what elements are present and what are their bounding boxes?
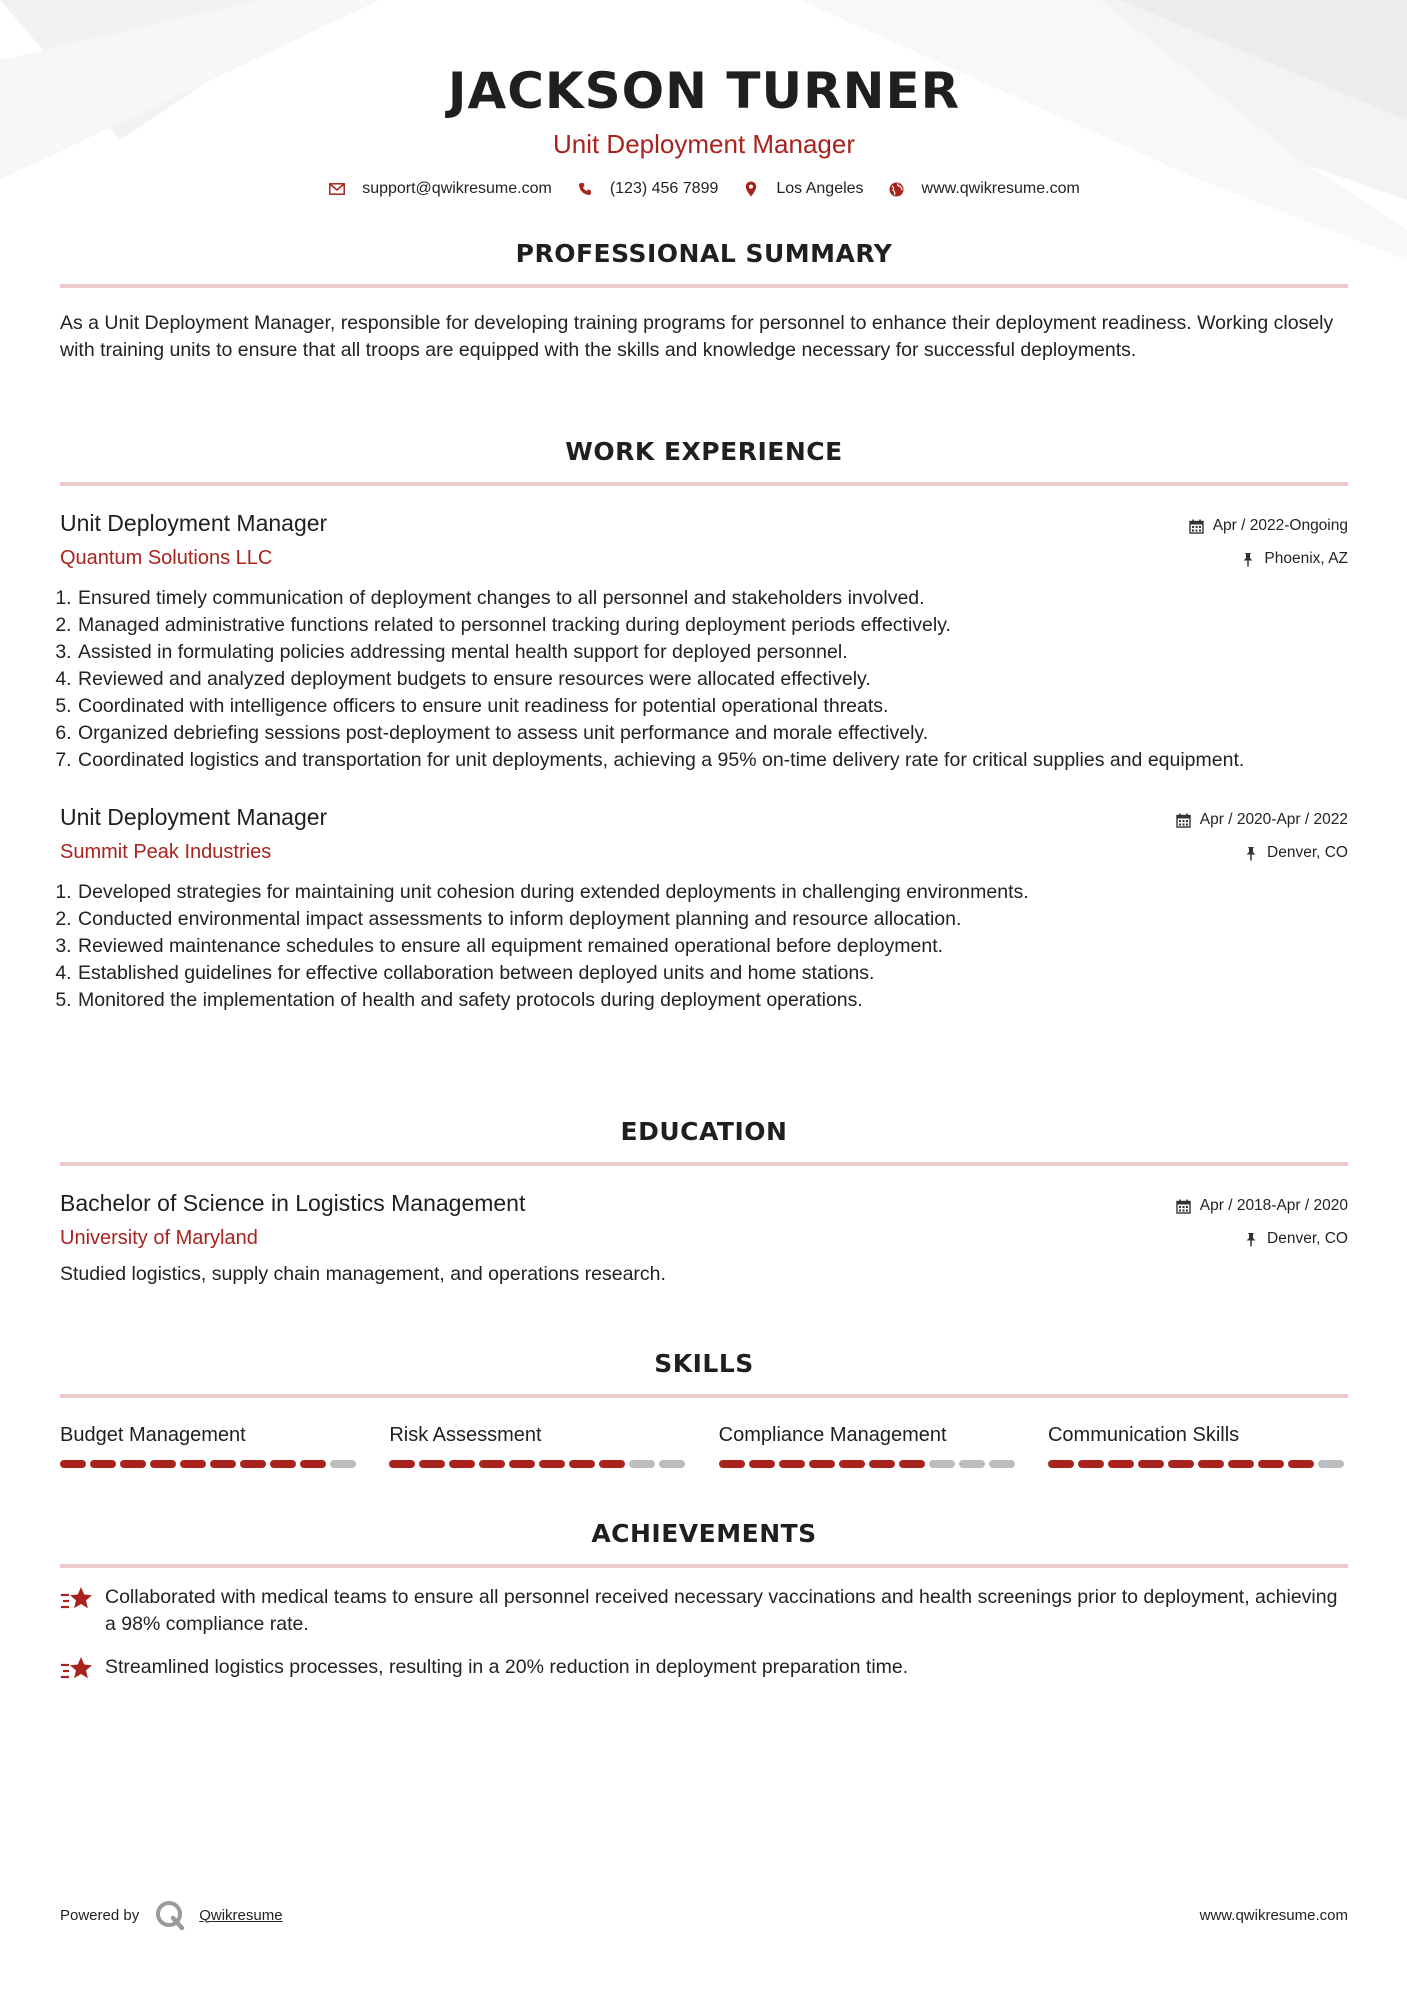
list-item: 4. Established guidelines for effective collaboration between deployed units and home stations. [77,960,1348,987]
skill-dot-filled [1168,1460,1194,1468]
job-company: Quantum Solutions LLC [60,547,273,569]
contact-website[interactable] [888,180,1080,198]
skill-dot-filled [779,1460,805,1468]
skill-item [719,1422,1019,1468]
skill-level-meter [1048,1460,1348,1468]
list-item: 5. Coordinated with intelligence officers to ensure unit readiness for potential operational threats. [77,693,1348,720]
pushpin-icon [1243,1231,1259,1247]
job-entry [60,802,1348,1014]
skill-name: Risk Assessment [389,1424,542,1446]
experience-section [60,436,1348,1014]
skill-dot-filled [749,1460,775,1468]
skill-dot-filled [150,1460,176,1468]
achievements-section [60,1518,1348,1684]
skill-dot-empty [989,1460,1015,1468]
summary-text: As a Unit Deployment Manager, responsible for developing training programs for personnel to enhance their deployment readiness. Working closely with training units to ensure that all troops are equipped with the skills and knowledge necessary for successful deployments. [60,312,1334,361]
envelope-icon [328,180,346,198]
skill-dot-filled [1258,1460,1284,1468]
pushpin-icon [1240,551,1256,567]
list-item: 4. Reviewed and analyzed deployment budgets to ensure resources were allocated effectively. [77,666,1348,693]
contact-phone-text: (123) 456 7899 [609,180,719,197]
skill-dot-filled [180,1460,206,1468]
star-icon [60,1654,94,1684]
education-description: Studied logistics, supply chain management, and operations research. [60,1263,666,1285]
education-section [60,1116,1348,1288]
education-location: Denver, CO [1267,1230,1348,1247]
list-item: 1. Ensured timely communication of deployment changes to all personnel and stakeholders involved. [77,585,1348,612]
education-degree: Bachelor of Science in Logistics Management [60,1190,526,1216]
list-item: 3. Assisted in formulating policies addressing mental health support for deployed personnel. [77,639,1348,666]
skill-level-meter [60,1460,360,1468]
candidate-title: Unit Deployment Manager [552,129,856,159]
skill-dot-filled [809,1460,835,1468]
job-dates: Apr / 2020-Apr / 2022 [1199,811,1348,828]
skill-dot-filled [120,1460,146,1468]
skill-name: Communication Skills [1047,1424,1240,1446]
skill-dot-empty [959,1460,985,1468]
candidate-name: JACKSON TURNER [447,62,961,120]
list-item: 6. Organized debriefing sessions post-deployment to assess unit performance and morale effectively. [77,720,1348,747]
contact-location-text: Los Angeles [776,180,864,197]
education-school: University of Maryland [60,1227,258,1249]
skill-dot-filled [1138,1460,1164,1468]
job-location: Denver, CO [1267,844,1348,861]
skill-level-meter [389,1460,689,1468]
map-pin-icon [742,180,760,198]
education-entry [60,1188,1348,1288]
skill-dot-filled [569,1460,595,1468]
achievement-text: Streamlined logistics processes, resulting in a 20% reduction in deployment preparation time. [105,1656,909,1678]
skill-dot-filled [300,1460,326,1468]
skill-dot-empty [929,1460,955,1468]
skill-dot-empty [330,1460,356,1468]
contact-website-text: www.qwikresume.com [921,180,1080,197]
experience-heading: WORK EXPERIENCE [565,437,843,466]
skill-dot-filled [539,1460,565,1468]
list-item: 2. Managed administrative functions related to personnel tracking during deployment periods effectively. [77,612,1348,639]
skill-dot-filled [240,1460,266,1468]
skill-name: Budget Management [60,1424,246,1446]
section-divider [60,482,1348,486]
job-bullets [60,585,1348,774]
section-divider [60,1564,1348,1568]
skill-dot-empty [1318,1460,1344,1468]
skill-dot-filled [509,1460,535,1468]
education-heading: EDUCATION [620,1117,788,1146]
list-item: 7. Coordinated logistics and transportation for unit deployments, achieving a 95% on-time delivery rate for critical supplies and equipment. [77,747,1348,774]
list-item: 5. Monitored the implementation of health and safety protocols during deployment operations. [77,987,1348,1014]
job-role: Unit Deployment Manager [60,510,328,536]
list-item: 3. Reviewed maintenance schedules to ensure all equipment remained operational before deployment. [77,933,1348,960]
skill-item [60,1422,360,1468]
education-dates: Apr / 2018-Apr / 2020 [1199,1197,1348,1214]
achievements-heading: ACHIEVEMENTS [591,1519,817,1548]
skill-dot-filled [599,1460,625,1468]
powered-by [60,1898,283,1932]
skills-heading: SKILLS [654,1349,754,1378]
list-item: 2. Conducted environmental impact assessments to inform deployment planning and resource allocation. [77,906,1348,933]
skill-dot-empty [659,1460,685,1468]
skill-dot-filled [1198,1460,1224,1468]
achievement-item [60,1654,1348,1684]
pushpin-icon [1243,845,1259,861]
resume-page [60,0,1348,1990]
contact-location [742,180,863,198]
job-entry [60,508,1348,774]
skill-dot-filled [1228,1460,1254,1468]
skill-name: Compliance Management [718,1424,947,1446]
skill-dot-filled [389,1460,415,1468]
qwikresume-link[interactable]: Qwikresume [199,1906,283,1924]
star-icon [60,1584,94,1614]
contact-bar [60,180,1348,198]
footer-website[interactable]: www.qwikresume.com [1199,1906,1348,1924]
skill-dot-filled [839,1460,865,1468]
section-divider [60,284,1348,288]
job-role: Unit Deployment Manager [60,804,328,830]
skills-section [60,1348,1348,1468]
skill-item [1048,1422,1348,1468]
achievement-item [60,1584,1348,1638]
job-bullets [60,879,1348,1014]
calendar-icon [1176,1198,1192,1214]
skill-dot-empty [629,1460,655,1468]
contact-email-text: support@qwikresume.com [362,180,552,197]
skills-row [60,1422,1348,1468]
section-divider [60,1162,1348,1166]
contact-email[interactable] [328,180,552,198]
skill-dot-filled [210,1460,236,1468]
skill-dot-filled [90,1460,116,1468]
list-item: 1. Developed strategies for maintaining unit cohesion during extended deployments in challenging environments. [77,879,1348,906]
summary-section [60,238,1348,364]
job-company: Summit Peak Industries [60,841,272,863]
qwikresume-logo-icon [153,1898,187,1932]
skill-dot-filled [1048,1460,1074,1468]
skill-dot-filled [479,1460,505,1468]
calendar-icon [1189,518,1205,534]
achievement-text: Collaborated with medical teams to ensure all personnel received necessary vaccinations and health screenings prior to deployment, achieving a 98% compliance rate. [105,1586,1338,1635]
powered-by-label: Powered by [60,1906,140,1924]
job-dates: Apr / 2022-Ongoing [1212,517,1348,534]
calendar-icon [1176,812,1192,828]
skill-dot-filled [449,1460,475,1468]
globe-icon [888,180,906,198]
contact-phone[interactable] [576,180,719,198]
phone-icon [576,180,594,198]
skill-dot-filled [60,1460,86,1468]
skill-item [389,1422,689,1468]
summary-heading: PROFESSIONAL SUMMARY [515,239,893,268]
skill-dot-filled [270,1460,296,1468]
skill-dot-filled [869,1460,895,1468]
skill-level-meter [719,1460,1019,1468]
skill-dot-filled [1108,1460,1134,1468]
job-location: Phoenix, AZ [1264,550,1348,567]
resume-header [60,0,1348,198]
section-divider [60,1394,1348,1398]
skill-dot-filled [719,1460,745,1468]
page-footer [60,1898,1348,1932]
skill-dot-filled [1288,1460,1314,1468]
skill-dot-filled [1078,1460,1104,1468]
skill-dot-filled [419,1460,445,1468]
skill-dot-filled [899,1460,925,1468]
